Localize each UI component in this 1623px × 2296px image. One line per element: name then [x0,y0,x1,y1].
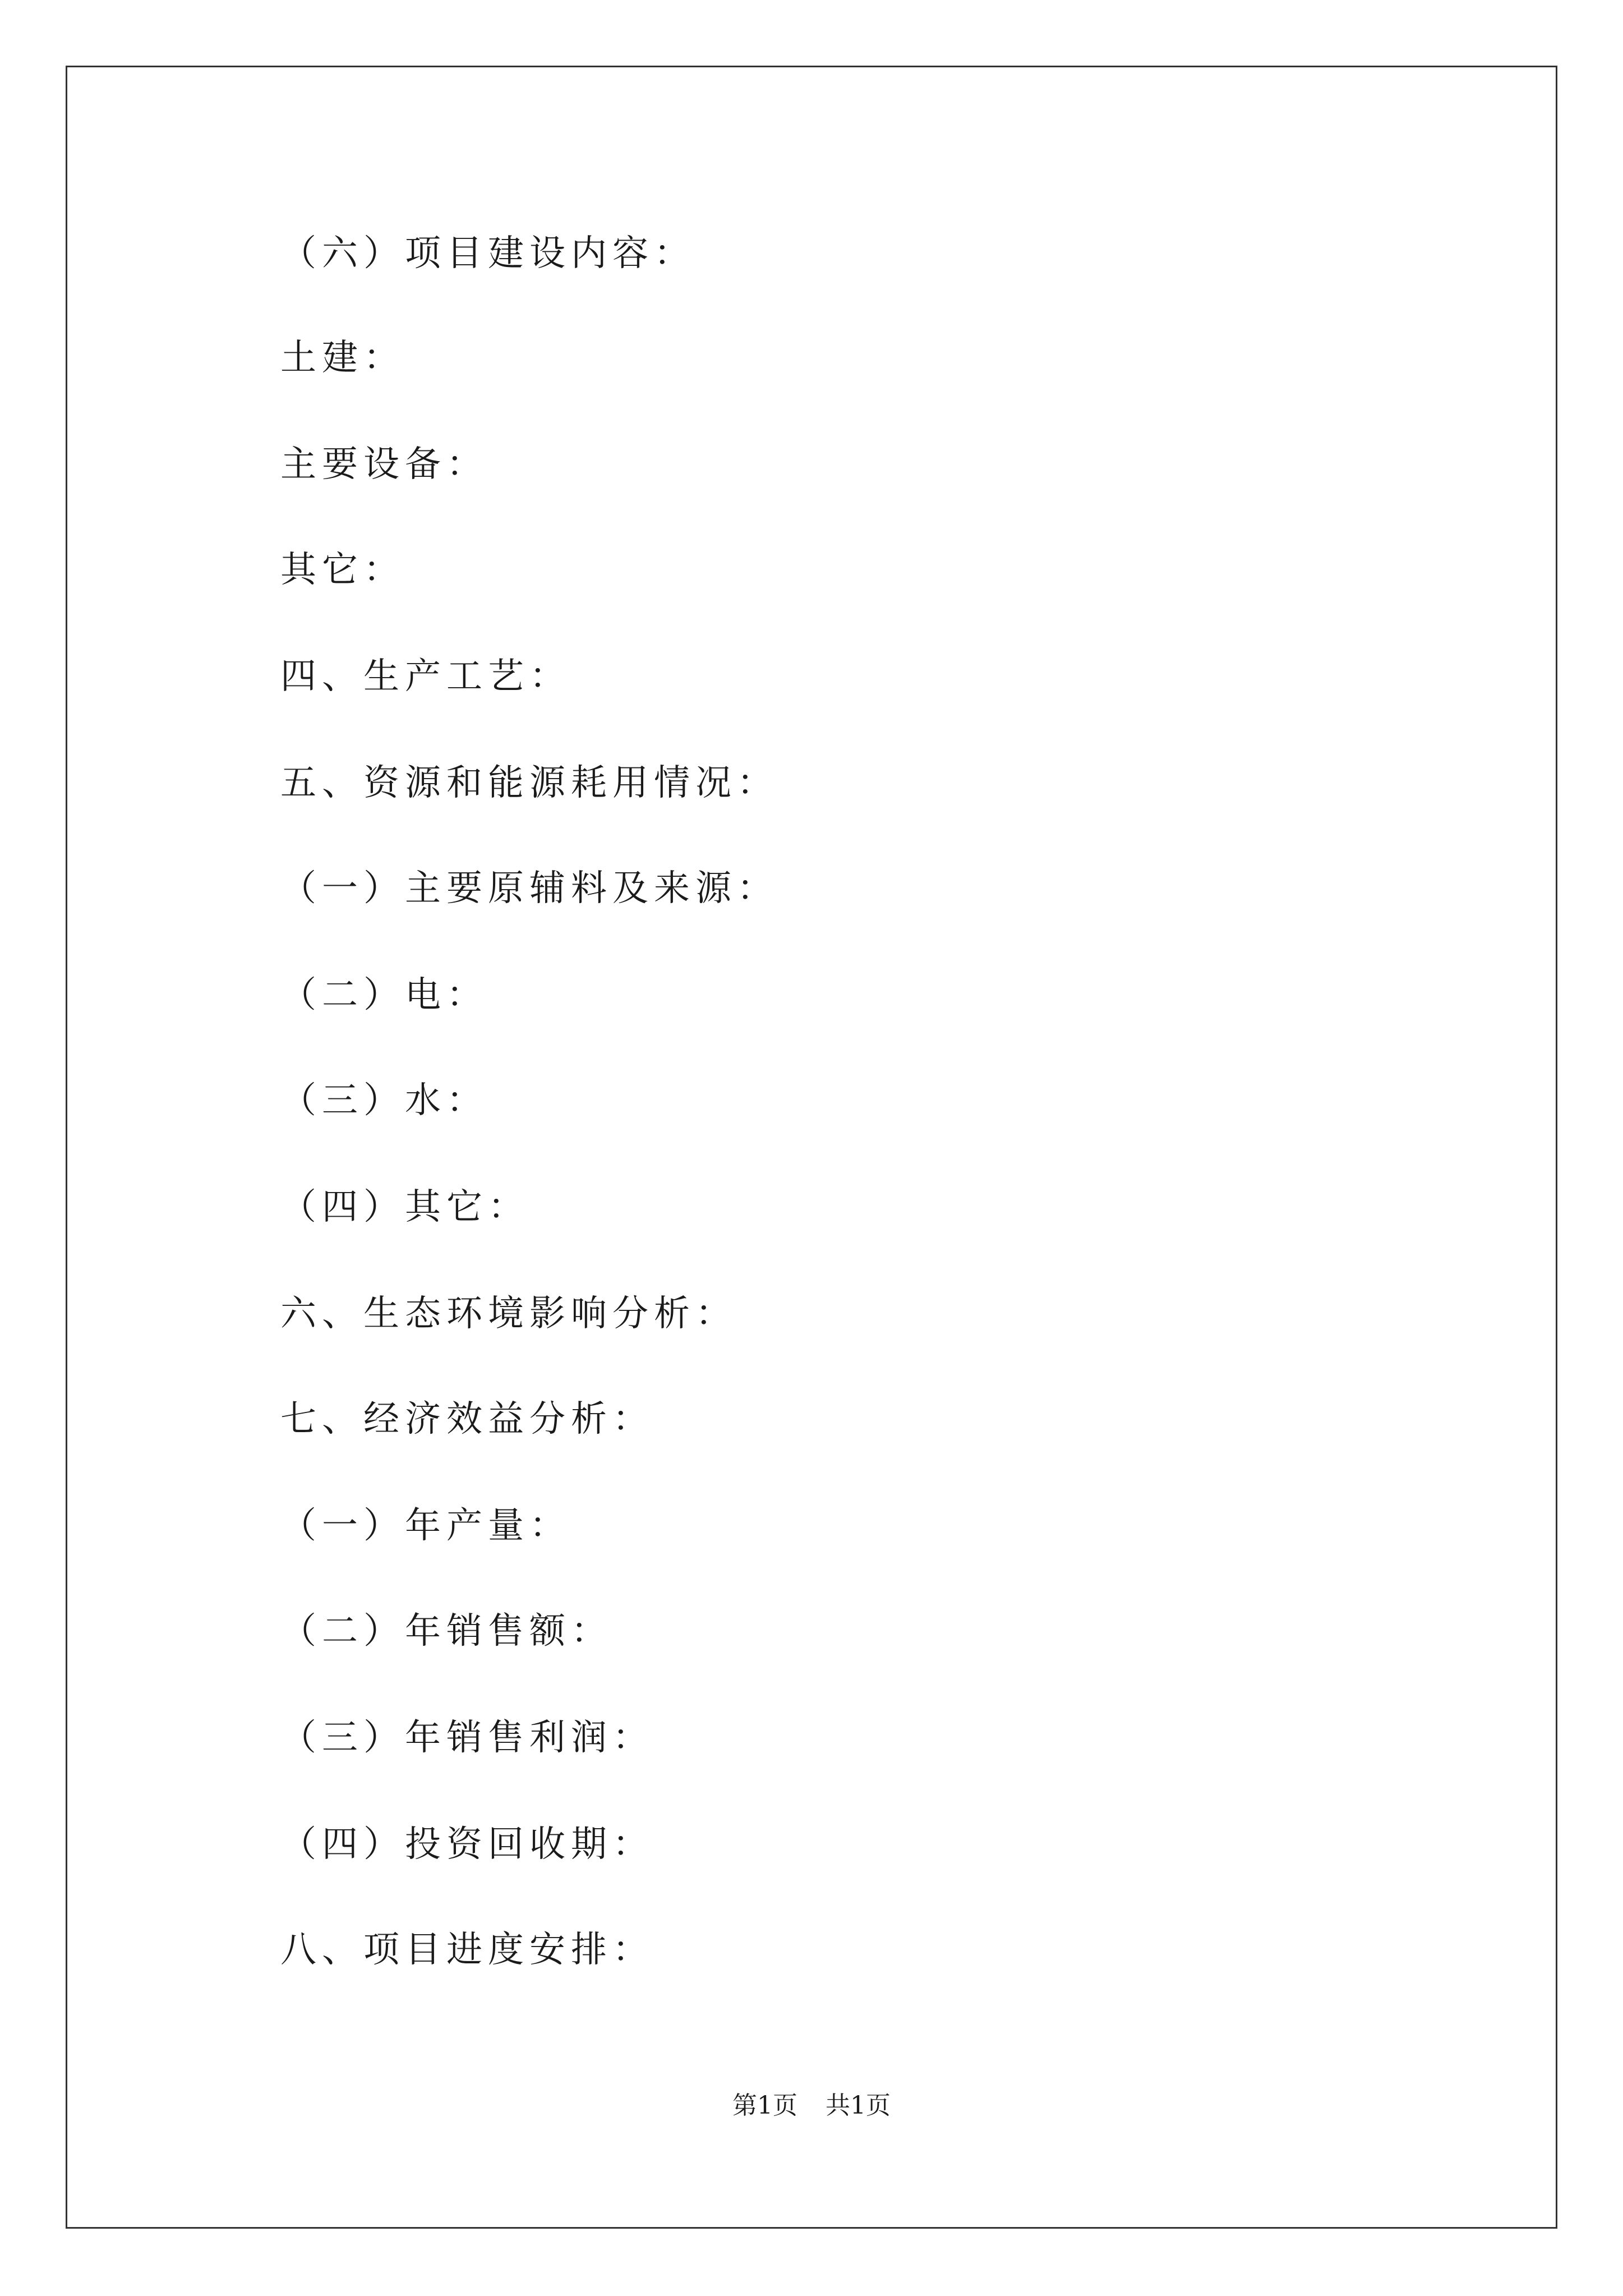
line-other-resources: （四）其它： [280,1186,529,1228]
line-schedule: 八、项目进度安排： [280,1929,654,1971]
line-payback-period: （四）投资回收期： [280,1824,654,1865]
line-economic-analysis: 七、经济效益分析： [280,1398,654,1440]
line-water: （三）水： [280,1080,488,1121]
line-annual-profit: （三）年销售利润： [280,1717,654,1759]
line-other: 其它： [280,549,405,591]
line-environment-impact: 六、生态环境影响分析： [280,1293,737,1335]
page-frame [66,66,1557,2229]
line-annual-output: （一）年产量： [280,1505,571,1547]
line-main-equipment: 主要设备： [280,444,488,485]
page-footer [0,2089,1623,2123]
line-production-process: 四、生产工艺： [280,656,571,697]
page-current: 第1页 [732,2091,797,2120]
line-civil-works: 土建： [280,337,405,379]
line-resource-usage: 五、资源和能源耗用情况： [280,762,778,804]
line-project-construction: （六）项目建设内容： [280,233,695,274]
line-annual-sales: （二）年销售额： [280,1611,612,1652]
line-raw-materials: （一）主要原辅料及来源： [280,868,778,909]
page-total: 共1页 [826,2091,891,2120]
line-electricity: （二）电： [280,974,488,1016]
